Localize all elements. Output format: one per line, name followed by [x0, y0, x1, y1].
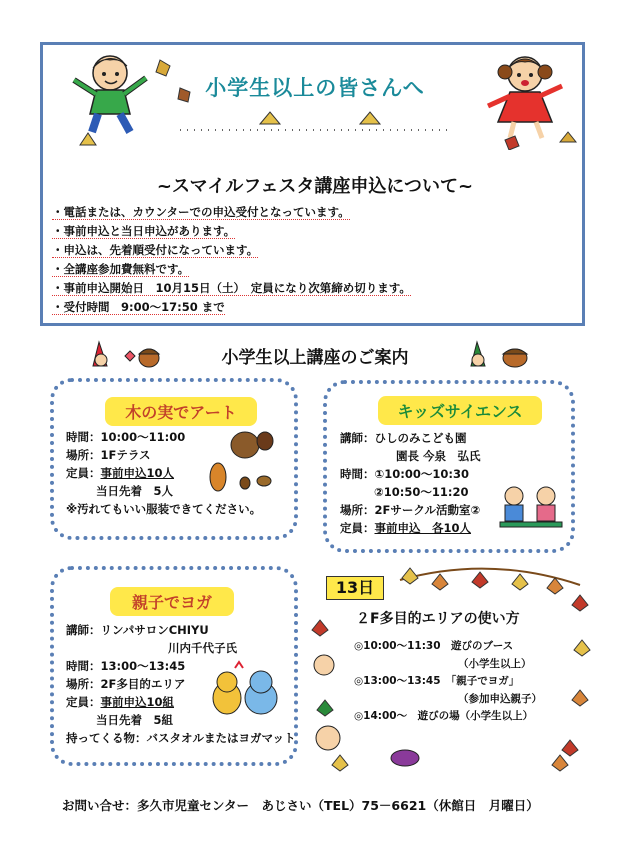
section-title: 小学生以上講座のご案内 [221, 348, 409, 368]
course-place: 場所：2Fサークル活動室② [340, 503, 481, 517]
day-badge: 13日 [326, 576, 384, 600]
children-illustration [498, 482, 566, 530]
schedule-row: ◎10:00～11:30 遊びのブース [354, 640, 514, 652]
course-lecturer: 講師：ひしのみこども園 [340, 431, 467, 445]
course-bring: 持ってくる物：バスタオルまたはヨガマット [66, 731, 296, 745]
page-title: 小学生以上の皆さんへ [205, 76, 425, 100]
schedule-row: ◎13:00～13:45 「親子でヨガ」 [354, 675, 520, 687]
schedule-row-note: （小学生以上） [458, 657, 532, 670]
course-info-kids-science [340, 429, 481, 537]
area-schedule [354, 638, 542, 726]
nuts-illustration [200, 425, 280, 495]
page-subtitle: ~スマイルフェスタ講座申込について~ [156, 176, 474, 197]
animals-illustration [205, 660, 285, 722]
course-lecturer-name: 川内千代子氏 [168, 641, 237, 655]
acorn-decoration-right [465, 336, 545, 370]
course-place: 場所：2F多目的エリア [66, 677, 186, 691]
dotted-divider [180, 120, 450, 140]
course-capacity: 定員：事前申込10人 [66, 466, 175, 480]
course-title-nuts-art: 木の実でアート [105, 397, 257, 426]
notice-item: ・申込は、先着順受付になっています。 [52, 243, 259, 257]
notice-item: ・受付時間 9:00～17:50 まで [52, 300, 225, 314]
acorn-decoration-left [85, 336, 165, 370]
notice-item: ・全講座参加費無料です。 [52, 262, 190, 276]
course-title-kids-science: キッズサイエンス [378, 396, 542, 425]
course-capacity-day: 当日先着 5人 [96, 484, 174, 498]
course-title-yoga: 親子でヨガ [110, 587, 234, 616]
notice-item: ・電話または、カウンターでの申込受付となっています。 [52, 205, 350, 219]
notice-list [52, 203, 572, 317]
course-place: 場所：1Fテラス [66, 448, 151, 462]
course-lecturer: 講師：リンパサロンCHIYU [66, 623, 209, 637]
schedule-row-note: （参加申込親子） [458, 692, 542, 705]
course-capacity: 定員：事前申込 各10人 [340, 521, 472, 535]
course-note: ※汚れてもいい服装できてください。 [66, 502, 262, 516]
notice-item: ・事前申込開始日 10月15日（土） 定員になり次第締め切ります。 [52, 281, 411, 295]
course-lecturer-name: 園長 今泉 弘氏 [396, 449, 481, 463]
course-time: 時間：10:00～11:00 [66, 430, 186, 444]
course-capacity-day: 当日先着 5組 [96, 713, 174, 727]
course-capacity: 定員：事前申込10組 [66, 695, 175, 709]
schedule-row: ◎14:00～ 遊びの場（小学生以上） [354, 710, 534, 722]
course-time-2: ②10:50～11:20 [374, 485, 469, 499]
footer-contact: お問い合せ：多久市児童センター あじさい（TEL）75－6621（休館日 月曜日） [62, 798, 539, 813]
area-usage-title: ２F多目的エリアの使い方 [356, 611, 520, 627]
course-time: 時間：13:00～13:45 [66, 659, 186, 673]
notice-item: ・事前申込と当日申込があります。 [52, 224, 236, 238]
course-time: 時間：①10:00～10:30 [340, 467, 469, 481]
